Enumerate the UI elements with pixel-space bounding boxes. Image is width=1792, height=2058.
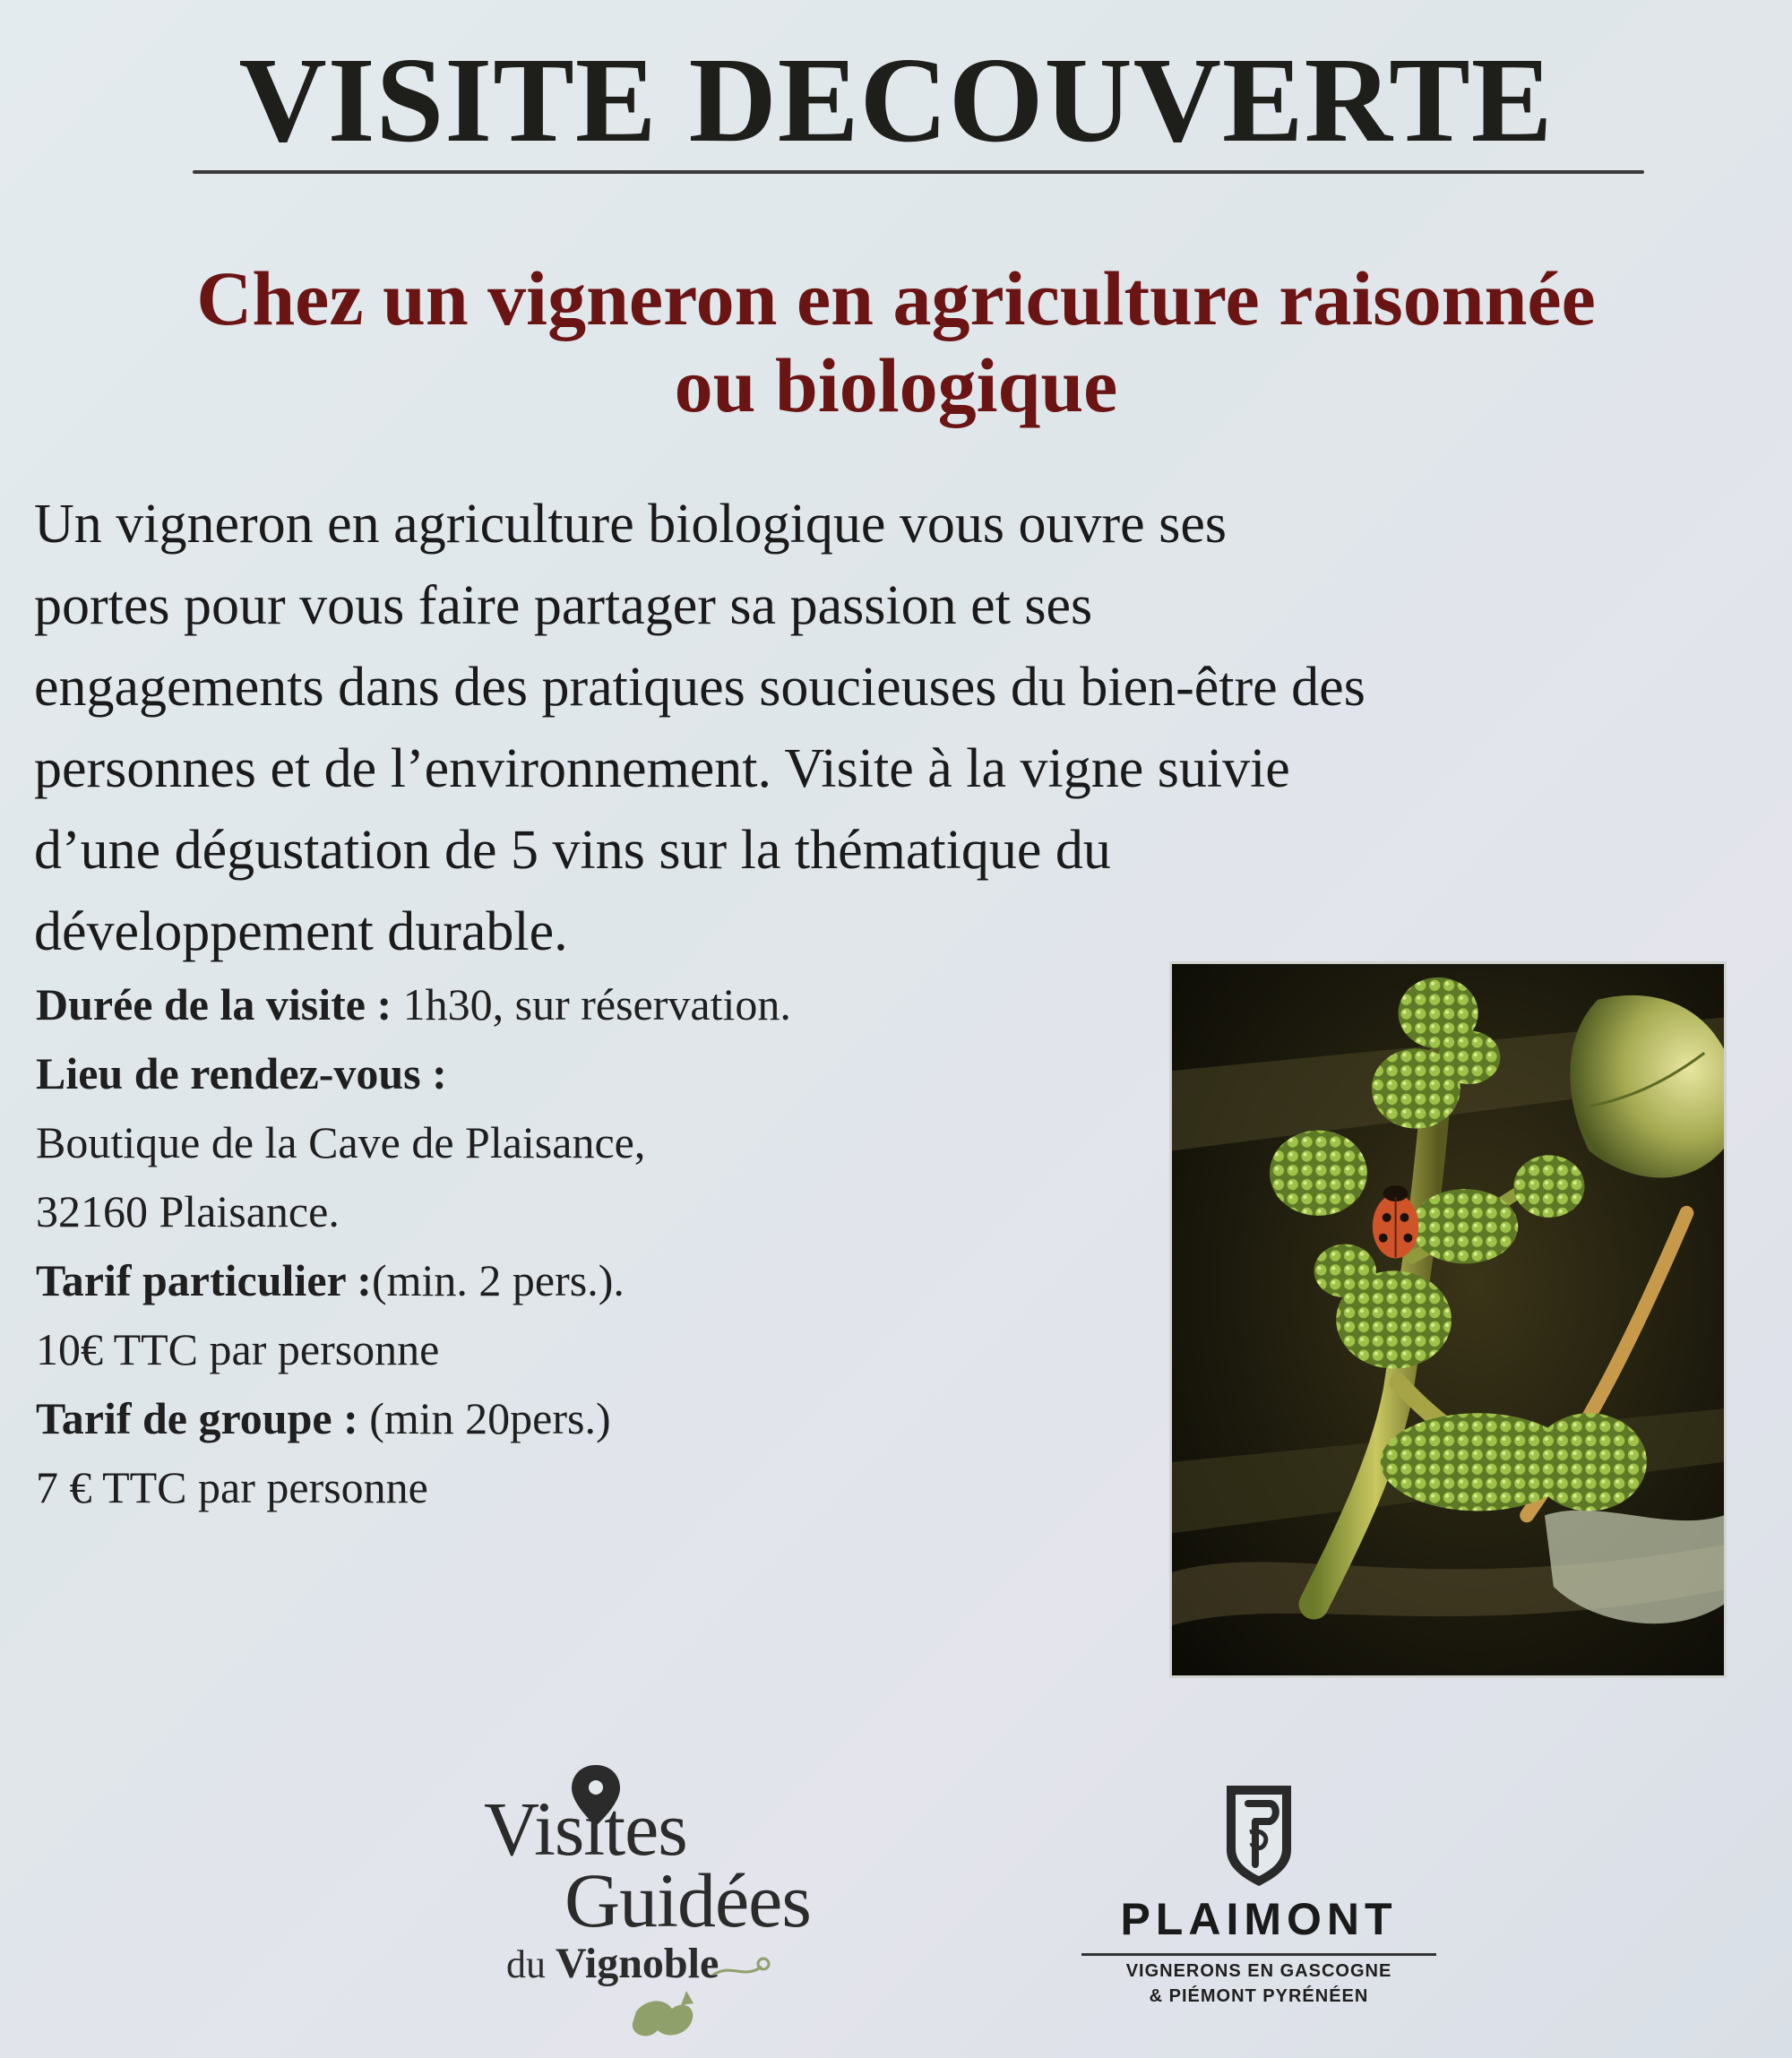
vine-flower-photo — [1169, 961, 1727, 1678]
subtitle-line-1: Chez un vigneron en agriculture raisonnée — [196, 255, 1596, 341]
plaimont-divider — [1081, 1953, 1436, 1956]
description-line: développement durable. — [34, 901, 568, 962]
visites-word: Visites — [484, 1786, 687, 1872]
individual-rate-price: 10€ TTC par personne — [36, 1324, 440, 1374]
shield-icon — [1071, 1778, 1447, 1895]
description-paragraph — [34, 484, 1772, 973]
individual-rate-condition: (min. 2 pers.). — [371, 1255, 625, 1305]
visites-guidees-logo — [475, 1756, 887, 2052]
subtitle-line-2: ou biologique — [674, 342, 1118, 429]
plaimont-name: PLAIMONT — [1120, 1894, 1398, 1944]
du-vignoble-words — [506, 1942, 719, 1985]
guidees-word: Guidées — [564, 1857, 811, 1943]
individual-rate-row — [36, 1246, 1129, 1315]
duration-label: Durée de la visite : — [36, 979, 392, 1029]
vignoble-word: Vignoble — [556, 1940, 719, 1987]
group-rate-row — [36, 1384, 1129, 1453]
group-rate-condition: (min 20pers.) — [358, 1393, 611, 1443]
description-line: Un vigneron en agriculture biologique vous ouvre ses — [34, 494, 1227, 555]
meeting-place: Boutique de la Cave de Plaisance, — [36, 1117, 646, 1167]
poster-title: VISITE DECOUVERTE — [238, 33, 1554, 168]
plaimont-tagline-1: VIGNERONS EN GASCOGNE — [1125, 1961, 1392, 1981]
individual-rate-label: Tarif particulier : — [36, 1255, 372, 1305]
meeting-city: 32160 Plaisance. — [36, 1186, 340, 1236]
plaimont-tagline-2: & PIÉMONT PYRÉNÉEN — [1149, 1986, 1369, 2006]
description-line: portes pour vous faire partager sa passion et ses — [34, 575, 1093, 636]
du-word: du — [506, 1942, 546, 1986]
title-divider — [193, 170, 1644, 174]
duration-row — [36, 970, 1129, 1039]
group-rate-price: 7 € TTC par personne — [36, 1462, 428, 1512]
duration-value: 1h30, sur réservation. — [392, 979, 791, 1029]
plaimont-logo — [1071, 1778, 1447, 2016]
meeting-label: Lieu de rendez-vous : — [36, 1048, 447, 1098]
vine-flower-illustration — [1172, 964, 1724, 1675]
poster-subtitle — [45, 255, 1747, 429]
description-line: personnes et de l’environnement. Visite à la vigne suivie — [34, 738, 1290, 799]
group-rate-label: Tarif de groupe : — [36, 1393, 358, 1443]
visit-details — [36, 970, 1129, 1522]
description-line: d’une dégustation de 5 vins sur la thématique du — [34, 820, 1111, 881]
description-line: engagements dans des pratiques soucieuses du bien-être des — [34, 657, 1366, 718]
